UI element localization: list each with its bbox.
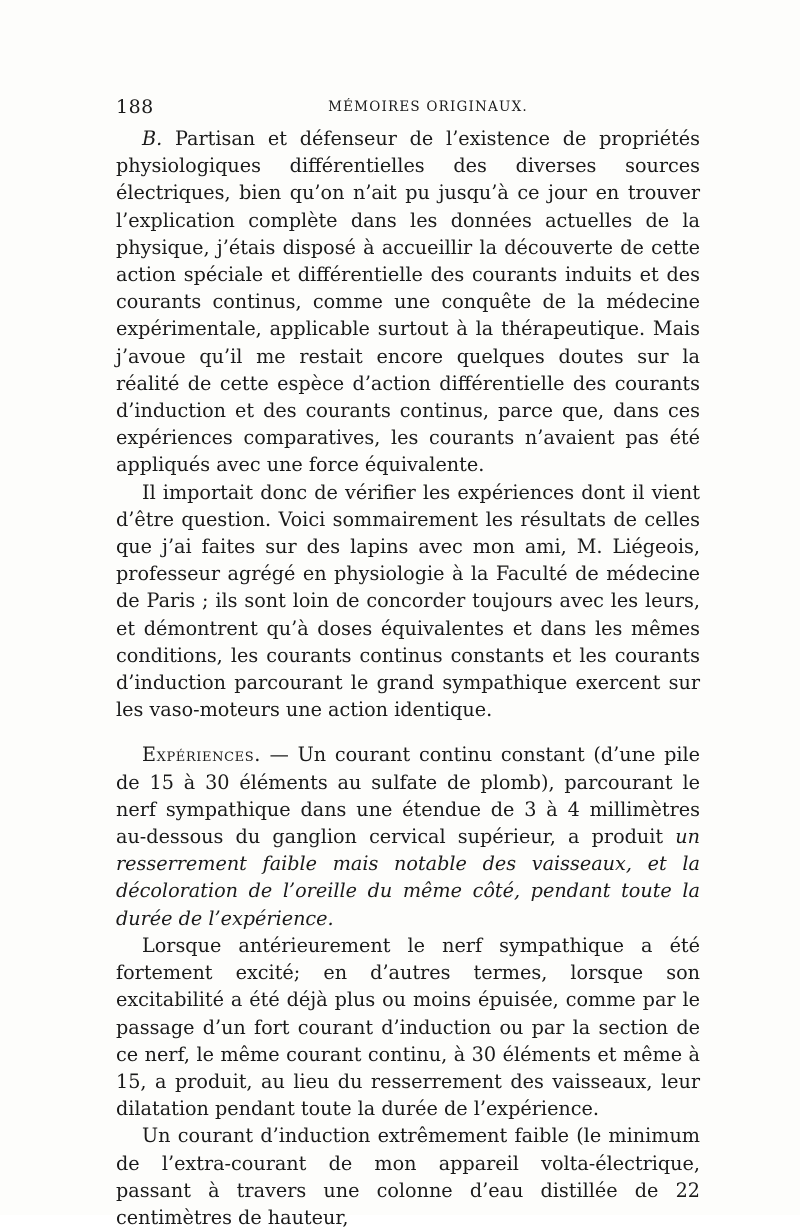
paragraph-4: Lorsque antérieurement le nerf sympathique a été fortement excité; en d’autres termes, lorsque son excitabilité a été déjà plus ou moins épuisée, comme par le passage d’un fort courant d’induction ou par la section de ce nerf, le même courant continu, à 30 éléments et même à 15, a produit, au lieu du resserrement des vaisseaux, leur dilatation pendant toute la durée de l’expérience. [116, 933, 700, 1121]
paragraph-1 [116, 125, 700, 479]
paragraph-gap [116, 723, 700, 741]
running-head: MÉMOIRES ORIGINAUX. [328, 99, 528, 115]
paragraph-1-lead: B. [142, 127, 163, 150]
experiences-heading: Expériences. [142, 743, 261, 767]
page-number: 188 [116, 96, 154, 118]
paragraph-3-text: — Un courant continu constant (d’une pile de 15 à 30 éléments au sulfate de plomb), parcourant le nerf sympathique dans une étendue de 3 à 4 millimètres au-dessous du ganglion cervical supérieur, a produit [116, 743, 700, 849]
paragraph-5: Un courant d’induction extrêmement faible (le minimum de l’extra-courant de mon appareil volta-électrique, passant à travers une colonne d’eau distillée de 22 centimètres de hauteur, [116, 1124, 700, 1229]
page-header [116, 96, 700, 120]
paragraph-1-text: Partisan et défenseur de l’existence de propriétés physiologiques différentielles des diverses sources électriques, bien qu’on n’ait pu jusqu’à ce jour en trouver l’explication complète dans les données actuelles de la physique, j’étais disposé à accueillir la découverte de cette action spéciale et différentielle des courants induits et des courants continus, comme une conquête de la médecine expérimentale, applicable surtout à la thérapeutique. Mais j’avoue qu’il me restait encore quelques doutes sur la réalité de cette espèce d’action différentielle des courants d’induction et des courants continus, parce que, dans ces expériences comparatives, les courants n’avaient pas été appliqués avec une force équivalente. [116, 127, 700, 477]
body-text [116, 125, 700, 1231]
paragraph-3 [116, 741, 700, 931]
paragraph-2: Il importait donc de vérifier les expériences dont il vient d’être question. Voici sommairement les résultats de celles que j’ai faites sur des lapins avec mon ami, M. Liégeois, professeur agrégé en physiologie à la Faculté de médecine de Paris ; ils sont loin de concorder toujours avec les leurs, et démontrent qu’à doses équivalentes et dans les mêmes conditions, les courants continus constants et les courants d’induction parcourant le grand sympathique exercent sur les vaso-moteurs une action identique. [116, 480, 700, 722]
paragraph-3-italic: un resserrement faible mais notable des vaisseaux, et la décoloration de l’oreille du même côté, pendant toute la durée de l’expérience. [116, 825, 700, 930]
